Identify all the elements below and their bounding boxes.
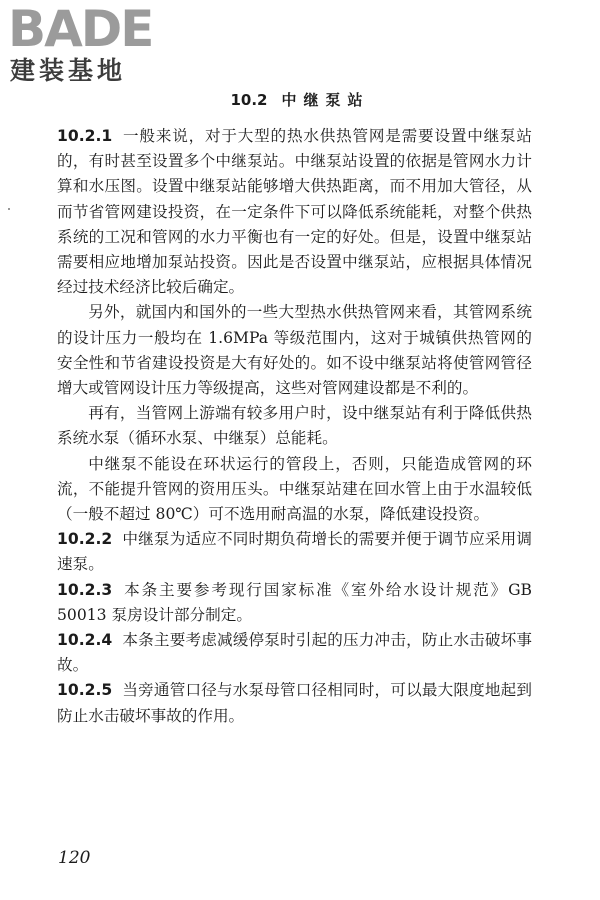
clause-paragraph bbox=[57, 578, 532, 628]
clause-number: 10.2.2 bbox=[57, 530, 113, 549]
body-paragraph: 中继泵不能设在环状运行的管段上，否则，只能造成管网的环流，不能提升管网的资用压头。中继泵站建在回水管上由于水温较低（一般不超过 80℃）可不选用耐高温的水泵，降低建设投资。 bbox=[57, 454, 532, 524]
paragraph-text: 本条主要考虑减缓停泵时引起的压力冲击，防止水击破坏事故。 bbox=[57, 631, 532, 675]
clause-paragraph bbox=[57, 678, 532, 728]
clause-paragraph bbox=[57, 628, 532, 678]
body-paragraph: 另外，就国内和国外的一些大型热水供热管网来看，其管网系统的设计压力一般均在 1.6MPa 等级范围内，这对于城镇供热管网的安全性和节省建设投资是大有好处的。如不设中继泵站将使管网管径增大或管网设计压力等级提高，这些对管网建设都是不利的。 bbox=[57, 303, 532, 398]
clause-number: 10.2.3 bbox=[57, 580, 113, 599]
clause-number: 10.2.1 bbox=[57, 127, 113, 145]
bade-logo bbox=[8, 0, 178, 88]
logo-subtitle: 建装基地 bbox=[10, 56, 127, 85]
paragraph-text: 当旁通管口径与水泵母管口径相同时，可以最大限度地起到防止水击破坏事故的作用。 bbox=[57, 681, 532, 725]
clause-number: 10.2.4 bbox=[57, 631, 113, 650]
logo-brand: BADE bbox=[8, 0, 153, 58]
document-body bbox=[57, 124, 532, 729]
clause-number: 10.2.5 bbox=[57, 681, 113, 700]
paragraph-text: 中继泵为适应不同时期负荷增长的需要并便于调节应采用调速泵。 bbox=[57, 530, 532, 574]
section-title-text: 中继泵站 bbox=[281, 91, 370, 109]
body-paragraph: 再有，当管网上游端有较多用户时，设中继泵站有利于降低供热系统水泵（循环水泵、中继泵）总能耗。 bbox=[57, 404, 532, 448]
paragraph-text: 一般来说，对于大型的热水供热管网是需要设置中继泵站的，有时甚至设置多个中继泵站。中继泵站设置的依据是管网水力计算和水压图。设置中继泵站能够增大供热距离，而不用加大管径，从而节省管网建设投资，在一定条件下可以降低系统能耗，对整个供热系统的工况和管网的水力平衡也有一定的好处。但是，设置中继泵站需要相应地增加泵站投资。因此是否设置中继泵站，应根据具体情况经过技术经济比较后确定。 bbox=[57, 127, 532, 297]
paragraph-text: 本条主要参考现行国家标准《室外给水设计规范》GB 50013 泵房设计部分制定。 bbox=[57, 580, 532, 624]
clause-paragraph bbox=[57, 527, 532, 577]
scan-speck bbox=[8, 208, 10, 210]
section-title bbox=[0, 89, 600, 111]
section-number: 10.2 bbox=[230, 91, 268, 109]
page-number: 120 bbox=[58, 848, 91, 868]
clause-paragraph bbox=[57, 124, 532, 300]
